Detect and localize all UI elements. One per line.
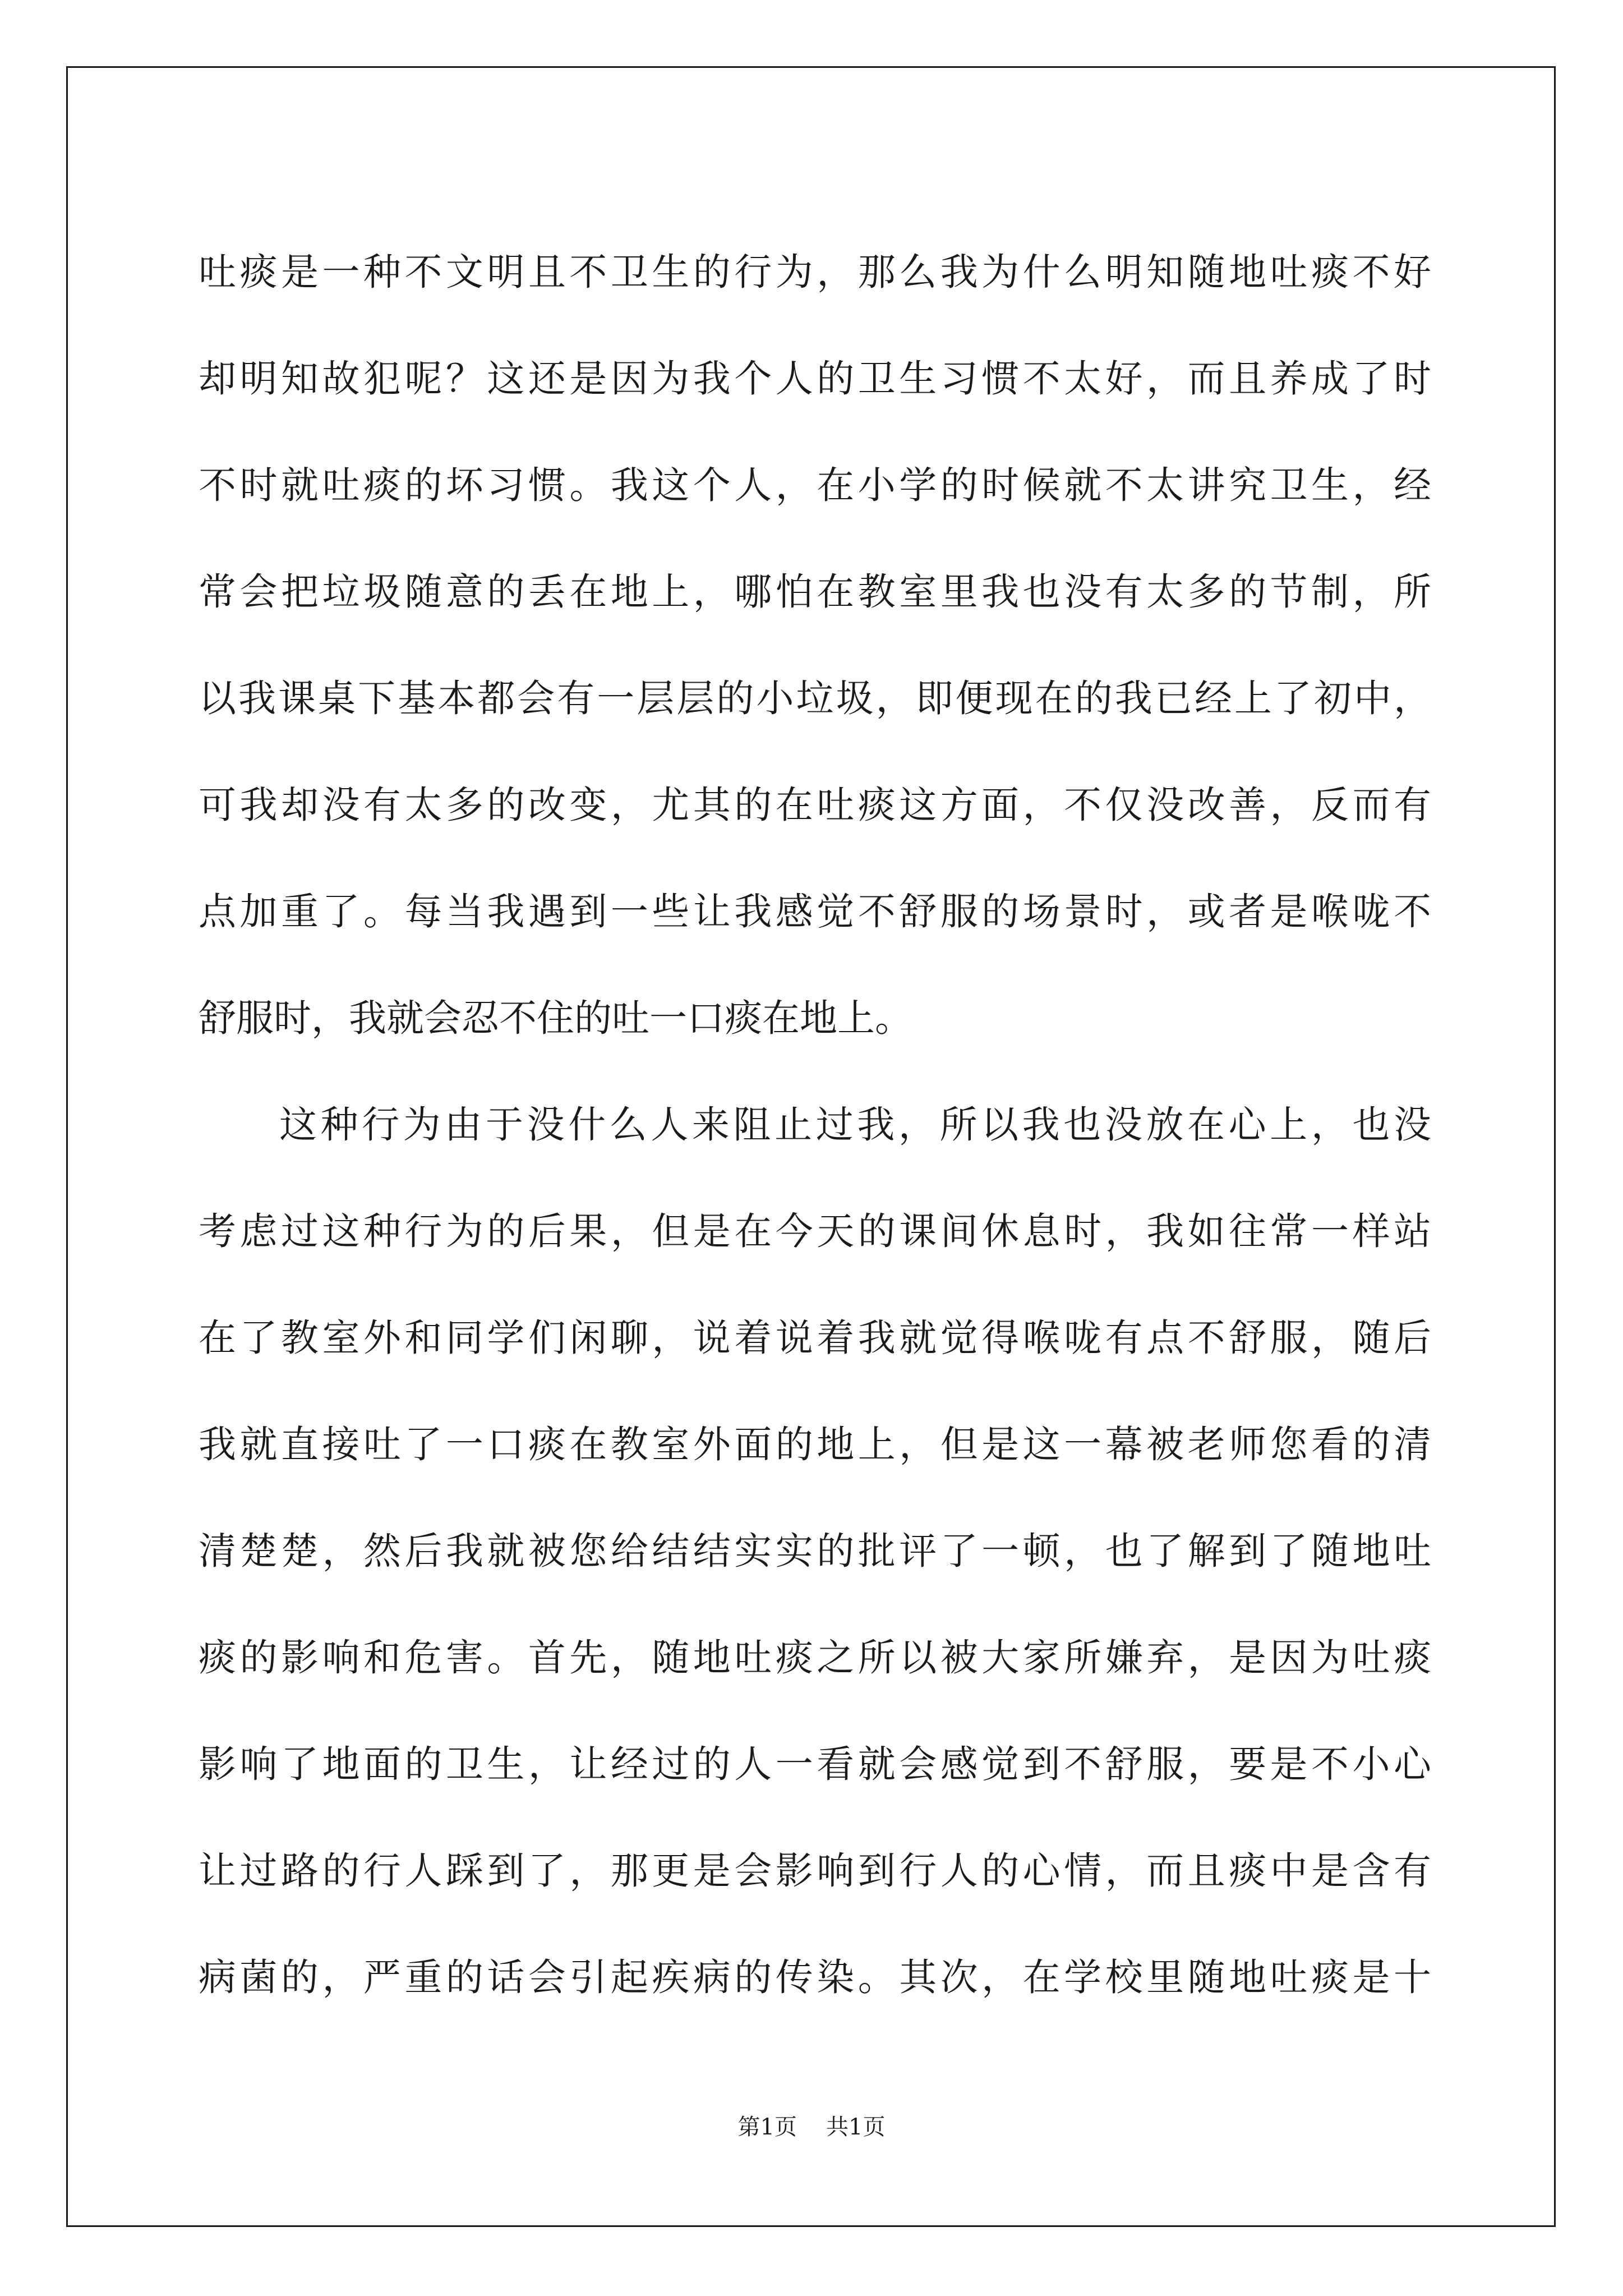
paragraph-2-line-1: 这种行为由于没什么人来阻止过我，所以我也没放在心上，也没 [279,1103,1431,1147]
paragraph-1-line-8: 舒服时，我就会忍不住的吐一口痰在地上。 [199,996,912,1040]
page-number-current: 第1页 [737,2114,797,2140]
paragraph-2-line-4: 我就直接吐了一口痰在教室外面的地上，但是这一幕被老师您看的清 [199,1423,1431,1466]
paragraph-2-line-7: 影响了地面的卫生，让经过的人一看就会感觉到不舒服，要是不小心 [199,1742,1431,1786]
paragraph-1-line-7: 点加重了。每当我遇到一些让我感觉不舒服的场景时，或者是喉咙不 [199,890,1431,933]
paragraph-2-line-8: 让过路的行人踩到了，那更是会影响到行人的心情，而且痰中是含有 [199,1849,1431,1893]
paragraph-2-line-5: 清楚楚，然后我就被您给结结实实的批评了一顿，也了解到了随地吐 [199,1529,1431,1573]
paragraph-1-line-6: 可我却没有太多的改变，尤其的在吐痰这方面，不仅没改善，反而有 [199,783,1431,827]
paragraph-2-line-9: 病菌的，严重的话会引起疾病的传染。其次，在学校里随地吐痰是十 [199,1955,1431,1999]
paragraph-2-line-6: 痰的影响和危害。首先，随地吐痰之所以被大家所嫌弃，是因为吐痰 [199,1636,1431,1680]
paragraph-1-line-3: 不时就吐痰的坏习惯。我这个人，在小学的时候就不太讲究卫生，经 [199,463,1431,507]
document-body [199,219,1431,2031]
paragraph-2-line-2: 考虑过这种行为的后果，但是在今天的课间休息时，我如往常一样站 [199,1209,1431,1253]
page-number-total: 共1页 [826,2114,886,2140]
paragraph-2-line-3: 在了教室外和同学们闲聊，说着说着我就觉得喉咙有点不舒服，随后 [199,1316,1431,1360]
paragraph-1-line-1: 吐痰是一种不文明且不卫生的行为，那么我为什么明知随地吐痰不好 [199,250,1431,294]
paragraph-1-line-5: 以我课桌下基本都会有一层层的小垃圾，即便现在的我已经上了初中， [199,677,1431,720]
paragraph-1-line-2: 却明知故犯呢？这还是因为我个人的卫生习惯不太好，而且养成了时 [199,357,1431,401]
page-footer [0,2109,1623,2141]
paragraph-1-line-4: 常会把垃圾随意的丢在地上，哪怕在教室里我也没有太多的节制，所 [199,570,1431,614]
